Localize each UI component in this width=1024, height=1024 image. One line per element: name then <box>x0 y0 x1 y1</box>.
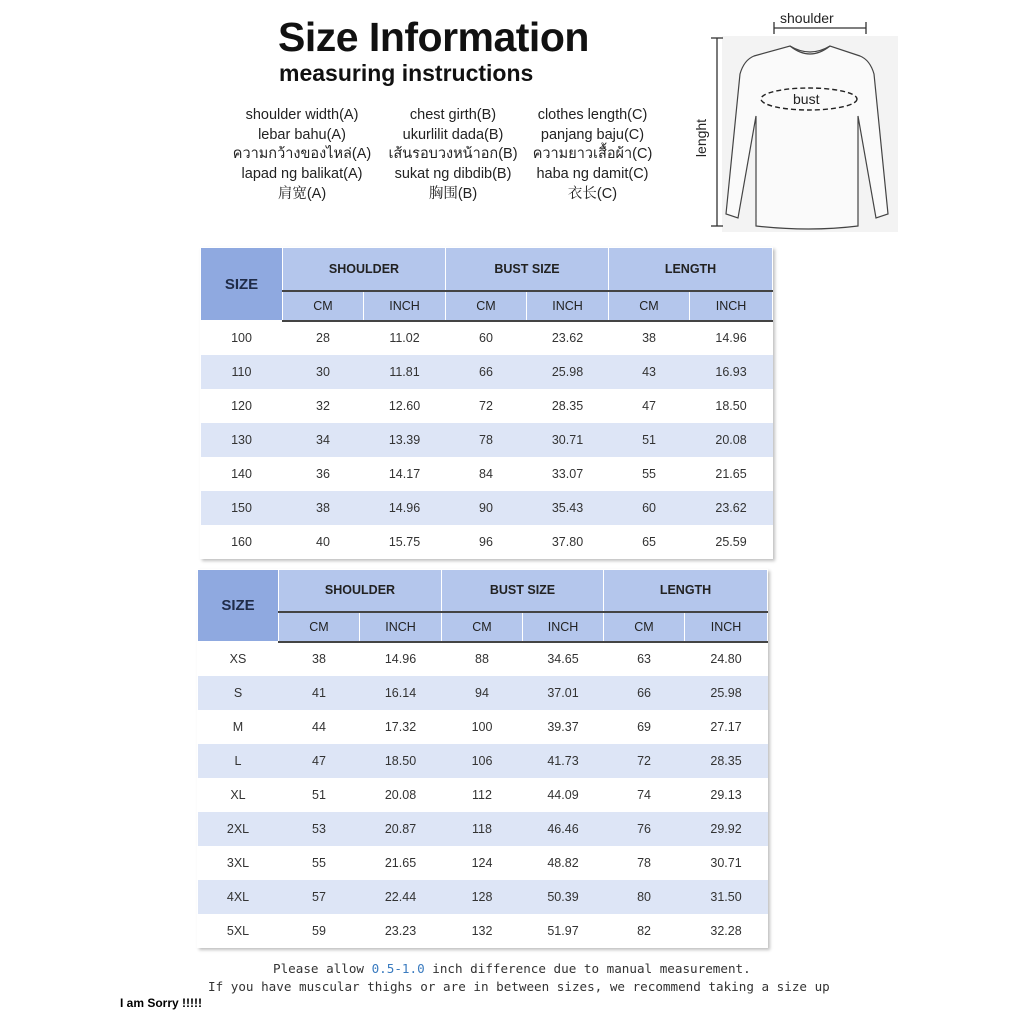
table-cell: 51 <box>279 778 360 812</box>
size-cell: XL <box>198 778 279 812</box>
page-title: Size Information <box>278 14 589 60</box>
chest-translations <box>383 106 523 205</box>
footer-size-advice: If you have muscular thighs or are in between sizes, we recommend taking a size up <box>208 979 830 994</box>
shoulder-translations <box>222 106 382 205</box>
inch-subheader: INCH <box>527 291 609 321</box>
table-cell: 28 <box>283 321 364 355</box>
cm-subheader: CM <box>283 291 364 321</box>
size-cell: 130 <box>201 423 283 457</box>
size-cell: 2XL <box>198 812 279 846</box>
table-row <box>198 642 768 676</box>
table-cell: 66 <box>446 355 527 389</box>
size-cell: 110 <box>201 355 283 389</box>
inch-subheader: INCH <box>690 291 773 321</box>
footer-text: Please allow <box>273 961 372 976</box>
table-row <box>201 457 773 491</box>
page-subtitle: measuring instructions <box>279 60 534 86</box>
table-cell: 28.35 <box>527 389 609 423</box>
size-cell: 150 <box>201 491 283 525</box>
table-cell: 50.39 <box>523 880 604 914</box>
translation-line: chest girth(B) <box>409 107 497 123</box>
table-cell: 41.73 <box>523 744 604 778</box>
table-cell: 30 <box>283 355 364 389</box>
table-cell: 128 <box>442 880 523 914</box>
table-cell: 59 <box>279 914 360 948</box>
table-cell: 100 <box>442 710 523 744</box>
translation-line: เส้นรอบวงหน้าอก(B) <box>388 146 518 163</box>
table-cell: 25.98 <box>685 676 768 710</box>
table-row <box>201 423 773 457</box>
table-cell: 28.35 <box>685 744 768 778</box>
table-cell: 38 <box>609 321 690 355</box>
table-cell: 11.81 <box>364 355 446 389</box>
table-cell: 47 <box>609 389 690 423</box>
size-column-header: SIZE <box>198 570 279 642</box>
table-cell: 25.98 <box>527 355 609 389</box>
translation-line: 肩宽(A) <box>277 185 327 202</box>
table-row <box>198 914 768 948</box>
size-cell: 100 <box>201 321 283 355</box>
table-cell: 51 <box>609 423 690 457</box>
size-cell: 160 <box>201 525 283 559</box>
table-cell: 55 <box>609 457 690 491</box>
table-cell: 12.60 <box>364 389 446 423</box>
table-cell: 14.96 <box>690 321 773 355</box>
size-cell: 3XL <box>198 846 279 880</box>
table-cell: 31.50 <box>685 880 768 914</box>
table-cell: 23.62 <box>527 321 609 355</box>
cm-subheader: CM <box>604 612 685 642</box>
size-cell: 120 <box>201 389 283 423</box>
table-cell: 65 <box>609 525 690 559</box>
long-sleeve-shirt-icon <box>690 8 900 234</box>
table-cell: 30.71 <box>527 423 609 457</box>
footer-text: inch difference due to manual measurement. <box>424 961 751 976</box>
table-cell: 60 <box>609 491 690 525</box>
table-cell: 11.02 <box>364 321 446 355</box>
adult-size-table <box>197 569 768 948</box>
size-cell: 4XL <box>198 880 279 914</box>
translation-line: lapad ng balikat(A) <box>241 166 363 183</box>
table-row <box>201 389 773 423</box>
table-cell: 82 <box>604 914 685 948</box>
table-cell: 37.80 <box>527 525 609 559</box>
translation-line: shoulder width(A) <box>245 107 359 123</box>
shoulder-column-header: SHOULDER <box>283 248 446 291</box>
table-row <box>198 744 768 778</box>
table-cell: 20.08 <box>360 778 442 812</box>
size-cell: S <box>198 676 279 710</box>
inch-subheader: INCH <box>364 291 446 321</box>
inch-subheader: INCH <box>685 612 768 642</box>
table-row <box>198 812 768 846</box>
cm-subheader: CM <box>446 291 527 321</box>
shoulder-label: shoulder <box>780 10 834 26</box>
translation-line: ความยาวเสื้อผ้า(C) <box>532 146 653 163</box>
translation-line: clothes length(C) <box>537 107 648 123</box>
table-cell: 106 <box>442 744 523 778</box>
table-cell: 57 <box>279 880 360 914</box>
table-cell: 20.87 <box>360 812 442 846</box>
table-cell: 90 <box>446 491 527 525</box>
table-cell: 27.17 <box>685 710 768 744</box>
table-cell: 32.28 <box>685 914 768 948</box>
table-row <box>198 880 768 914</box>
table-row <box>201 321 773 355</box>
translation-line: sukat ng dibdib(B) <box>394 166 512 183</box>
table-cell: 18.50 <box>690 389 773 423</box>
table-cell: 80 <box>604 880 685 914</box>
table-cell: 21.65 <box>690 457 773 491</box>
table-cell: 29.92 <box>685 812 768 846</box>
inch-subheader: INCH <box>360 612 442 642</box>
shoulder-column-header: SHOULDER <box>279 570 442 612</box>
table-cell: 76 <box>604 812 685 846</box>
table-row <box>198 710 768 744</box>
table-cell: 37.01 <box>523 676 604 710</box>
table-cell: 23.62 <box>690 491 773 525</box>
sorry-note: I am Sorry !!!!! <box>120 996 203 1010</box>
table-cell: 118 <box>442 812 523 846</box>
table-row <box>201 491 773 525</box>
table-cell: 78 <box>604 846 685 880</box>
table-cell: 14.96 <box>364 491 446 525</box>
table-cell: 32 <box>283 389 364 423</box>
cm-subheader: CM <box>609 291 690 321</box>
table-cell: 53 <box>279 812 360 846</box>
table-cell: 20.08 <box>690 423 773 457</box>
table-cell: 16.14 <box>360 676 442 710</box>
table-cell: 39.37 <box>523 710 604 744</box>
table-cell: 15.75 <box>364 525 446 559</box>
table-cell: 29.13 <box>685 778 768 812</box>
length-column-header: LENGTH <box>609 248 773 291</box>
translation-line: 胸围(B) <box>428 185 478 202</box>
translation-line: haba ng damit(C) <box>536 166 649 183</box>
inch-subheader: INCH <box>523 612 604 642</box>
table-cell: 94 <box>442 676 523 710</box>
table-cell: 47 <box>279 744 360 778</box>
table-cell: 30.71 <box>685 846 768 880</box>
table-cell: 34.65 <box>523 642 604 676</box>
table-row <box>201 525 773 559</box>
table-cell: 34 <box>283 423 364 457</box>
size-cell: M <box>198 710 279 744</box>
footer-highlight: 0.5-1.0 <box>371 961 425 976</box>
footer-allowance-note <box>273 961 751 976</box>
table-cell: 84 <box>446 457 527 491</box>
table-cell: 43 <box>609 355 690 389</box>
table-cell: 23.23 <box>360 914 442 948</box>
table-cell: 14.96 <box>360 642 442 676</box>
cm-subheader: CM <box>442 612 523 642</box>
translation-line: ukurlilit dada(B) <box>402 126 504 143</box>
table-cell: 51.97 <box>523 914 604 948</box>
table-cell: 78 <box>446 423 527 457</box>
table-cell: 55 <box>279 846 360 880</box>
table-cell: 41 <box>279 676 360 710</box>
size-column-header: SIZE <box>201 248 283 321</box>
size-cell: 5XL <box>198 914 279 948</box>
length-column-header: LENGTH <box>604 570 768 612</box>
table-cell: 33.07 <box>527 457 609 491</box>
table-cell: 13.39 <box>364 423 446 457</box>
translation-line: ความกว้างของไหล่(A) <box>232 146 372 163</box>
table-cell: 17.32 <box>360 710 442 744</box>
bust-label: bust <box>793 91 820 107</box>
translation-line: panjang baju(C) <box>540 126 645 143</box>
table-cell: 112 <box>442 778 523 812</box>
shirt-diagram <box>690 8 900 234</box>
size-cell: L <box>198 744 279 778</box>
table-cell: 72 <box>604 744 685 778</box>
table-cell: 74 <box>604 778 685 812</box>
table-row <box>198 778 768 812</box>
table-cell: 21.65 <box>360 846 442 880</box>
table-cell: 132 <box>442 914 523 948</box>
table-cell: 63 <box>604 642 685 676</box>
bust-column-header: BUST SIZE <box>446 248 609 291</box>
table-row <box>201 355 773 389</box>
length-label: lenght <box>693 118 710 158</box>
translation-line: 衣长(C) <box>567 185 618 202</box>
table-cell: 46.46 <box>523 812 604 846</box>
table-cell: 35.43 <box>527 491 609 525</box>
table-cell: 44.09 <box>523 778 604 812</box>
table-cell: 25.59 <box>690 525 773 559</box>
table-cell: 124 <box>442 846 523 880</box>
table-row <box>198 846 768 880</box>
size-cell: XS <box>198 642 279 676</box>
table-cell: 18.50 <box>360 744 442 778</box>
table-cell: 14.17 <box>364 457 446 491</box>
table-cell: 72 <box>446 389 527 423</box>
translation-line: lebar bahu(A) <box>258 126 346 143</box>
length-translations <box>520 106 665 205</box>
table-cell: 38 <box>283 491 364 525</box>
bust-column-header: BUST SIZE <box>442 570 604 612</box>
cm-subheader: CM <box>279 612 360 642</box>
table-row <box>198 676 768 710</box>
size-cell: 140 <box>201 457 283 491</box>
table-cell: 22.44 <box>360 880 442 914</box>
table-cell: 38 <box>279 642 360 676</box>
table-cell: 69 <box>604 710 685 744</box>
table-cell: 40 <box>283 525 364 559</box>
table-cell: 66 <box>604 676 685 710</box>
table-cell: 48.82 <box>523 846 604 880</box>
table-cell: 36 <box>283 457 364 491</box>
table-cell: 96 <box>446 525 527 559</box>
table-cell: 24.80 <box>685 642 768 676</box>
table-cell: 60 <box>446 321 527 355</box>
table-cell: 44 <box>279 710 360 744</box>
table-cell: 16.93 <box>690 355 773 389</box>
table-cell: 88 <box>442 642 523 676</box>
kids-size-table <box>200 247 773 559</box>
